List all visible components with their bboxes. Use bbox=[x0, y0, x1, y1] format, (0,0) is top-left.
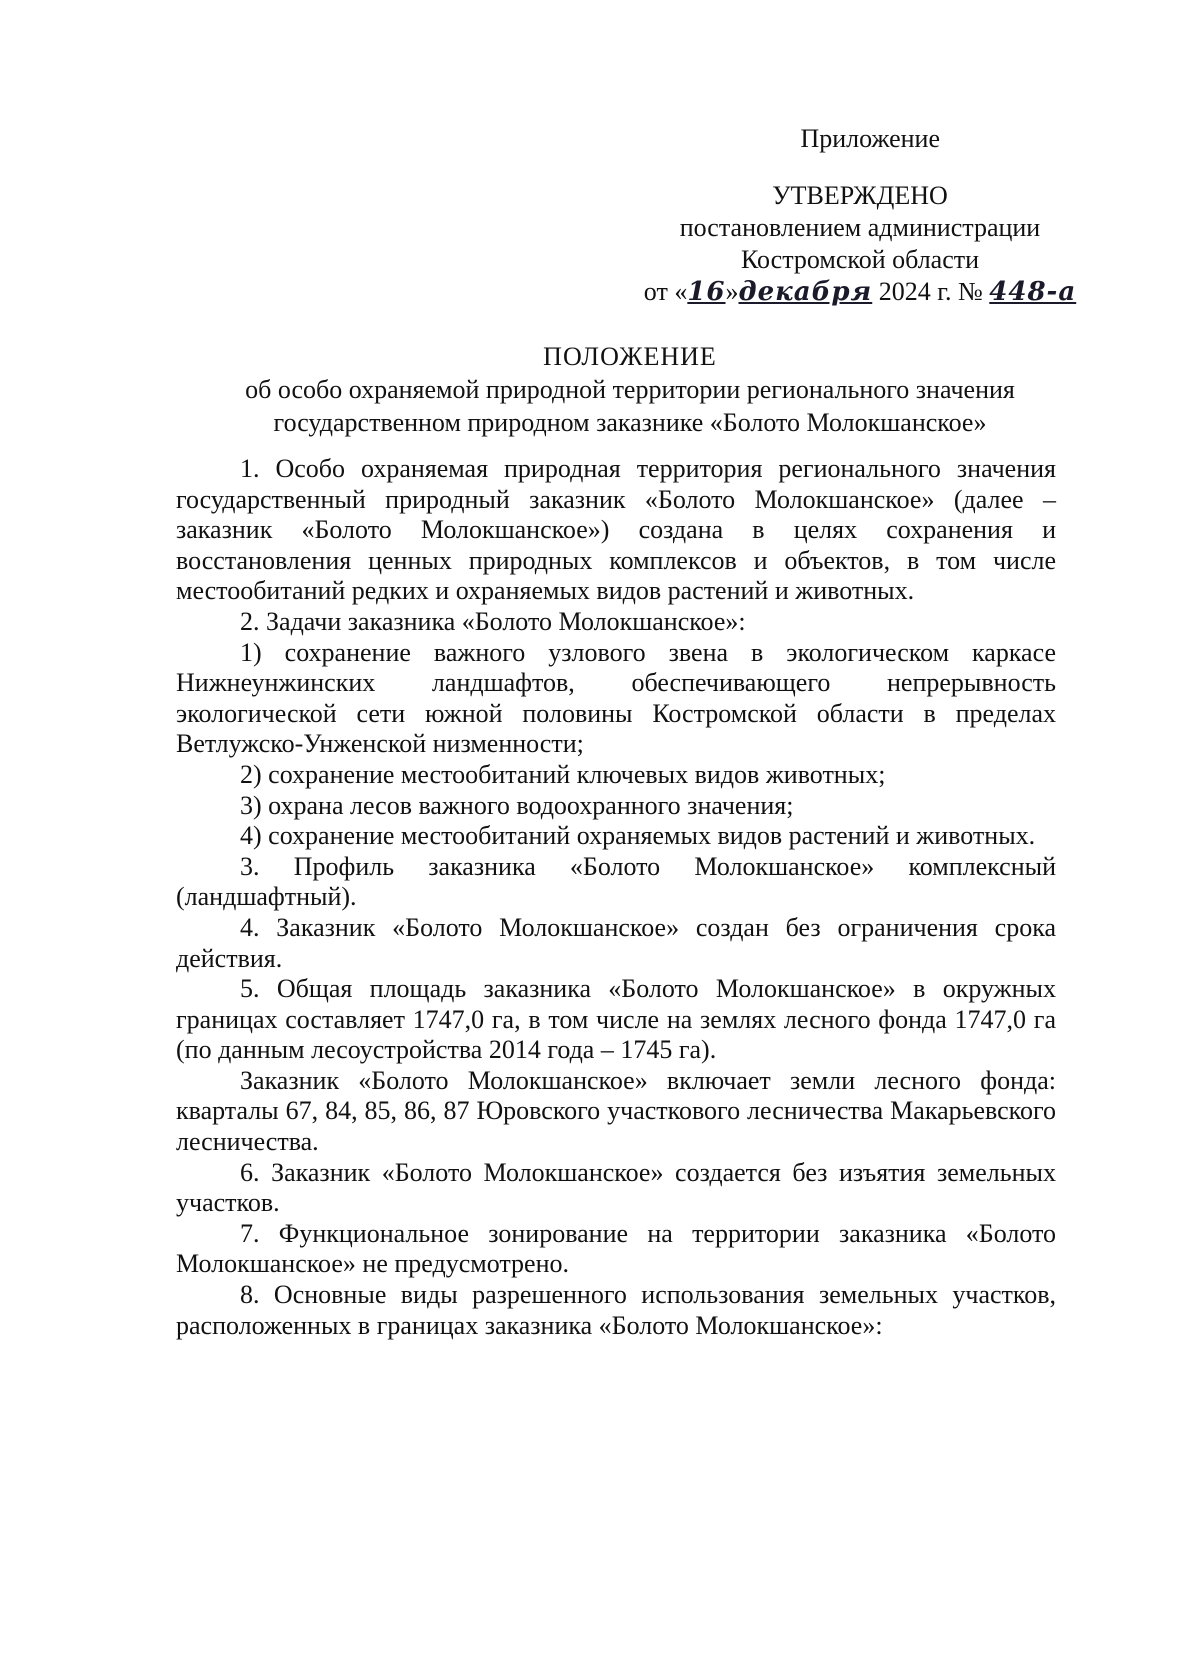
title-sub-line2: государственном природном заказнике «Болото Молокшанское» bbox=[273, 408, 987, 437]
approved-stamp-text: УТВЕРЖДЕНО bbox=[772, 181, 948, 210]
date-prefix: от « bbox=[643, 277, 688, 306]
approval-block bbox=[620, 180, 1100, 308]
paragraph: 4) сохранение местообитаний охраняемых видов растений и животных. bbox=[240, 821, 1036, 851]
paragraph: 3) охрана лесов важного водоохранного значения; bbox=[240, 790, 794, 820]
approved-by-line1: постановлением администрации bbox=[679, 213, 1041, 242]
date-mid: » bbox=[725, 277, 739, 306]
appendix-text: Приложение bbox=[800, 124, 940, 153]
paragraph: 3. Профиль заказника «Болото Молокшанское» комплексный (ландшафтный). bbox=[176, 851, 1056, 912]
paragraph: 2. Задачи заказника «Болото Молокшанское»: bbox=[240, 606, 746, 636]
paragraph: 6. Заказник «Болото Молокшанское» создается без изъятия земельных участков. bbox=[176, 1157, 1056, 1218]
doc-number-handwritten: 448-а bbox=[989, 277, 1077, 307]
paragraph: 4. Заказник «Болото Молокшанское» создан без ограничения срока действия. bbox=[176, 912, 1056, 973]
approved-by-line2: Костромской области bbox=[740, 245, 980, 274]
paragraph: 5. Общая площадь заказника «Болото Молокшанское» в окружных границах составляет 1747,0 га, в том числе на землях лесного фонда 1747,0 га (по данным лесоустройства 2014 года – 1745 га). bbox=[176, 974, 1056, 1065]
date-year: 2024 г. № bbox=[872, 277, 990, 306]
approval-date-line bbox=[620, 276, 1100, 308]
paragraph: 2) сохранение местообитаний ключевых видов животных; bbox=[240, 759, 886, 789]
document-body bbox=[176, 454, 1056, 1341]
paragraph: Заказник «Болото Молокшанское» включает земли лесного фонда: кварталы 67, 84, 85, 86, 87 Юровского участкового лесничества Макарьевского лесничества. bbox=[176, 1065, 1056, 1157]
paragraph: 1) сохранение важного узлового звена в экологическом каркасе Нижнеунжинских ландшафтов, обеспечивающего непрерывность экологической сети южной половины Костромской области в пределах Ветлужско-Унженской низменности; bbox=[176, 637, 1056, 759]
date-day-handwritten: 16 bbox=[687, 277, 726, 307]
paragraph: 1. Особо охраняемая природная территория регионального значения государственный природный заказник «Болото Молокшанское» (далее – заказник «Болото Молокшанское») создана в целях сохранения и восстановления ценных природных комплексов и объектов, в том числе местообитаний редких и охраняемых видов растений и животных. bbox=[176, 454, 1056, 606]
appendix-label bbox=[640, 124, 940, 154]
paragraph: 8. Основные виды разрешенного использования земельных участков, расположенных в границах заказника «Болото Молокшанское»: bbox=[176, 1280, 1056, 1340]
paragraph: 7. Функциональное зонирование на территории заказника «Болото Молокшанское» не предусмотрено. bbox=[176, 1218, 1056, 1279]
title-main: ПОЛОЖЕНИЕ bbox=[543, 342, 717, 371]
document-title bbox=[180, 340, 1080, 439]
title-sub-line1: об особо охраняемой природной территории регионального значения bbox=[245, 375, 1015, 404]
date-month-handwritten: декабря bbox=[738, 277, 873, 307]
